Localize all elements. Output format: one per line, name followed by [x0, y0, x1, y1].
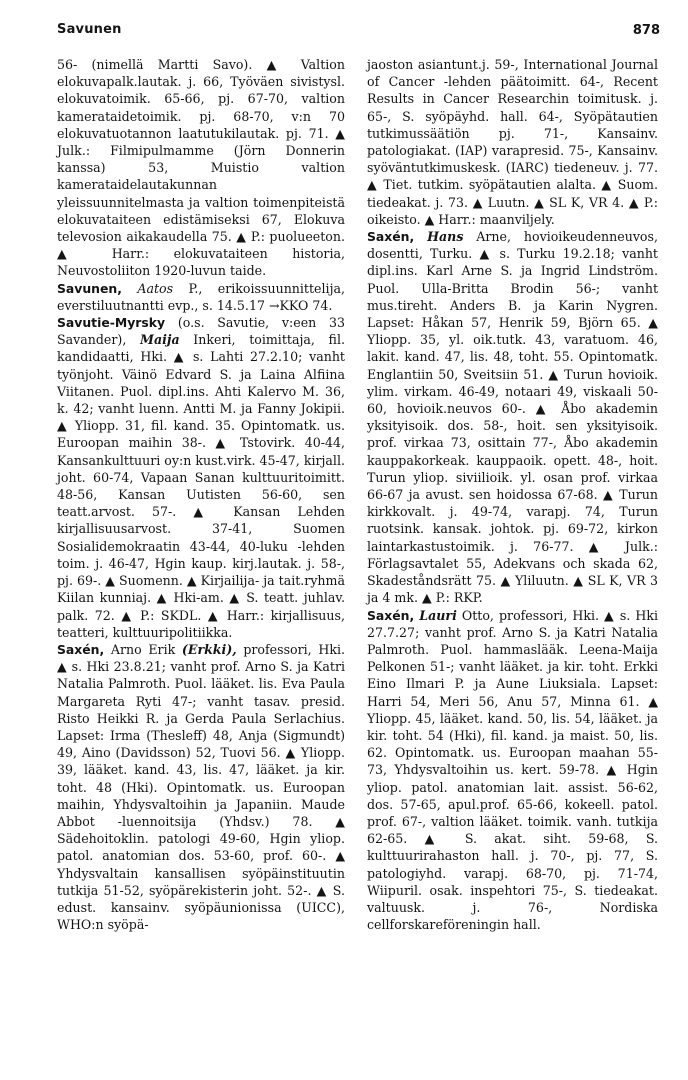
entry-surname: Saxén,: [367, 607, 415, 623]
running-head: Savunen: [57, 22, 122, 37]
entry-surname: Saxén,: [367, 229, 415, 245]
entry-surname: Savutie-Myrsky: [57, 315, 166, 331]
right-column: [367, 56, 658, 933]
entry-text: Otto, professori, Hki. ▲ s. Hki 27.7.27; vanht prof. Arno S. ja Katri Natalia Palmroth. Puol. hammaslääk. Leena-Maija Pelkonen 51-; vanht lääket. ja kir. toht. Erkki Eino Ilmari P. ja Aune Liuksiala. Lapset: Harri 54, Meri 56, Anu 57, Minna 61. ▲ Yliopp. 45, lääket. kand. 50, lis. 54, lääket. ja kir. toht. 54 (Hki), fil. kand. ja maist. 50, lis. 62. Opintomatk. us. Euroopan maahan 55-73, Yhdysvaltoihin us. kert. 59-78. ▲ Hgin yliop. patol. anatomian lait. assist. 56-62, dos. 57-65, apul.prof. 65-66, kokeell. patol. prof. 67-, valtion lääket. toimik. vanh. tutkija 62-65. ▲ S. akat. siht. 59-68, S. kulttuurirahaston hall. j. 70-, pj. 77, S. patologiyhd. varapj. 68-70, pj. 71-74, Wiipuril. osak. inspehtori 75-, S. tiedeakat. valtuusk. j. 76-, Nordiska cellforskareföreningin hall.: [367, 607, 658, 933]
entry-forename: Maija: [140, 332, 180, 348]
entry-continuation: [367, 56, 658, 228]
entry-savutie-myrsky: [57, 314, 345, 641]
entry-text: Arne, hovioikeudenneuvos, dosentti, Turku. ▲ s. Turku 19.2.18; vanht dipl.ins. Karl Arne S. ja Ingrid Lindström. Puol. Ulla-Britta Brodin 56-; vanht mus.tireht. Anders B. ja Karin Nygren. Lapset: Håkan 57, Henrik 59, Björn 65. ▲ Yliopp. 35, yl. oik.tutk. 43, varatuom. 46, lakit. kand. 47, lis. 48, toht. 55. Opintomatk. Englantiin 50, Sveitsiin 51. ▲ Turun hovioik. ylim. virkam. 46-49, notaari 49, viskaali 50-60, hovioik.neuvos 60-. ▲ Åbo akademin yksityisoik. dos. 58-, hoit. sen yksityisoik. prof. virkaa 73, osittain 77-, Åbo akademin kauppakorkeak. kauppaoik. opett. 48-, hoit. Turun yliop. siviilioik. yl. osan prof. virkaa 66-67 ja avust. sen hoidossa 67-68. ▲ Turun kirkkovalt. j. 49-74, varapj. 74, Turun ruotsink. kansak. johtok. pj. 69-72, kirkon laintarkastustoimik. j. 76-77. ▲ Julk.: Förlagsavtalet 55, Adekvans och skada 62, Skadeståndsrätt 75. ▲ Yliluutn. ▲ SL K, VR 3 ja 4 mk. ▲ P.: RKP.: [367, 229, 658, 606]
entry-saxen-lauri: [367, 607, 658, 934]
entry-forename: (Erkki),: [181, 641, 237, 657]
entry-text: P., erikoissuunnittelija, everstiluutnantti evp., s. 14.5.17 →KKO 74.: [57, 280, 345, 313]
entry-surname: Savunen,: [57, 280, 122, 296]
entry-text: 56- (nimellä Martti Savo). ▲ Valtion elokuvapalk.lautak. j. 66, Työväen sivistysl. elokuvatoimik. 65-66, pj. 67-70, valtion kamerataidetoimik. pj. 68-70, v:n 70 elokuvatuotannon laatutukilautak. pj. 71. ▲ Julk.: Filmipulmamme (Jörn Donnerin kanssa) 53, Muistio valtion kamerataidelautakunnan yleissuunnitelmasta ja valtion toimenpiteistä elokuvataiteen edistämiseksi 67, Elokuva televosion aikakaudella 75. ▲ P.: puolueeton. ▲ Harr.: elokuvataiteen historia, Neuvostoliiton 1920-luvun taide.: [57, 57, 345, 279]
entry-text: Inkeri, toimittaja, fil. kandidaatti, Hki. ▲ s. Lahti 27.2.10; vanht työnjoht. Väinö Edvard S. ja Laina Alfiina Viitanen. Puol. dipl.ins. Ahti Kalervo M. 36, k. 42; vanht luenn. Antti M. ja Fanny Jokipii. ▲ Yliopp. 31, fil. kand. 35. Opintomatk. us. Euroopan maihin 38-. ▲ Tstovirk. 40-44, Kansankulttuuri oy:n kust.virk. 45-47, kirjall. joht. 60-74, Vapaan Sanan kulttuuritoimitt. 48-56, Kansan Uutisten 56-60, sen teatt.arvost. 57-. ▲ Kansan Lehden kirjallisuusarvost. 37-41, Suomen Sosialidemokraatin 43-44, 40-luku -lehden toim. j. 46-47, Hgin kaup. kirj.lautak. j. 58-, pj. 69-. ▲ Suomenn. ▲ Kirjailija- ja tait.ryhmä Kiilan kunniaj. ▲ Hki-am. ▲ S. teatt. juhlav. palk. 72. ▲ P.: SKDL. ▲ Harr.: kirjallisuus, teatteri, kulttuuripolitiikka.: [57, 332, 345, 640]
entry-text: jaoston asiantunt.j. 59-, International Journal of Cancer -lehden päätoimitt. 64-, Recent Results in Cancer Researchin toimitusk. j. 65-, S. syöpäyhd. hall. 64-, Syöpätautien tutkimussäätiön pj. 71-, Kansainv. patologiakat. (IAP) varapresid. 75-, Kansainv. syöväntutkimuskesk. (IARC) tiedeneuv. j. 77. ▲ Tiet. tutkim. syöpätautien alalta. ▲ Suom. tiedeakat. j. 73. ▲ Luutn. ▲ SL K, VR 4. ▲ P.: oikeisto. ▲ Harr.: maanviljely.: [367, 57, 658, 227]
entry-text: professori, Hki. ▲ s. Hki 23.8.21; vanht prof. Arno S. ja Katri Natalia Palmroth. Puol. lääket. lis. Eva Paula Margareta Ryti 47-; vanht tasav. presid. Risto Heikki R. ja Gerda Paula Serlachius. Lapset: Irma (Thesleff) 48, Anja (Sigmundt) 49, Aino (Davidsson) 52, Tuovi 56. ▲ Yliopp. 39, lääket. kand. 43, lis. 47, lääket. ja kir. toht. 48 (Hki). Opintomatk. us. Euroopan maihin, Yhdysvaltoihin ja Japaniin. Maude Abbot -luennoitsija (Yhdsv.) 78. ▲ Sädehoitoklin. patologi 49-60, Hgin yliop. patol. anatomian dos. 53-60, prof. 60-. ▲ Yhdysvaltain kansallisen syöpäinstituutin tutkija 51-52, syöpärekisterin joht. 52-. ▲ S. edust. kansainv. syöpäunionissa (UICC), WHO:n syöpä-: [57, 641, 345, 933]
entry-savunen-aatos: [57, 280, 345, 314]
left-column: [57, 56, 345, 933]
entry-prefix: (o.s. Savutie, v:een 33 Savander),: [57, 315, 345, 348]
entry-prefix: Arno Erik: [104, 641, 182, 657]
entry-surname: Saxén,: [57, 641, 105, 657]
entry-forename: Aatos: [137, 280, 174, 296]
entry-continuation: [57, 56, 345, 280]
entry-saxen-erkki: [57, 641, 345, 933]
entry-saxen-hans: [367, 228, 658, 606]
page-number: 878: [632, 23, 660, 38]
entry-forename: Lauri: [419, 607, 457, 623]
entry-forename: Hans: [427, 229, 464, 245]
